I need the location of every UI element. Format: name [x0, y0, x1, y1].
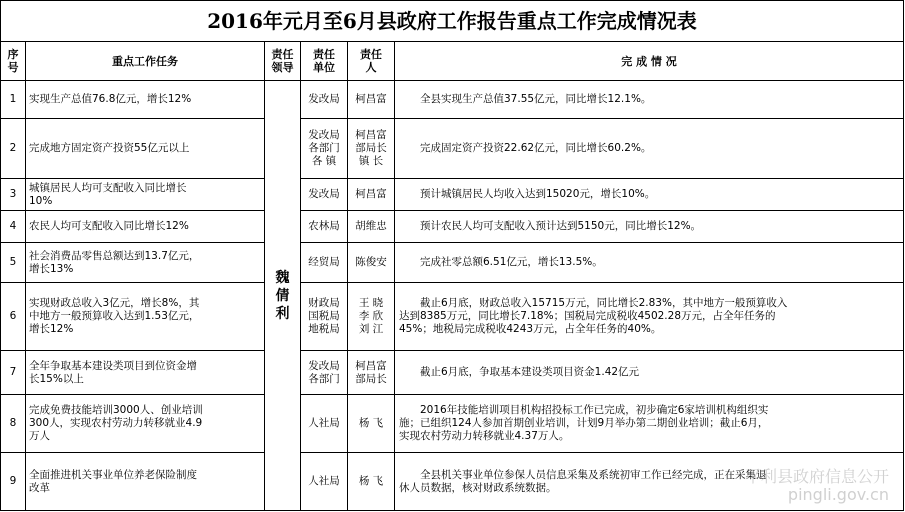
cell-line: 中地方一般预算收入达到1.53亿元，	[29, 310, 200, 322]
responsible-person	[348, 211, 395, 243]
table-row	[1, 243, 904, 283]
cell-line: 杨 飞	[358, 417, 384, 429]
cell-line: 李 欣	[358, 310, 384, 322]
cell-line: 增长13%	[29, 262, 74, 275]
responsible-leader	[265, 81, 301, 511]
page-title: 2016年元月至6月县政府工作报告重点工作完成情况表	[1, 1, 904, 42]
leader-char: 倩	[275, 287, 290, 304]
cell-line: 各部门	[308, 372, 340, 385]
row-number: 9	[1, 453, 26, 511]
cell-line: 全面推进机关事业单位养老保险制度	[29, 468, 197, 481]
responsible-person	[348, 243, 395, 283]
completion-status	[395, 81, 904, 119]
completion-status	[395, 119, 904, 179]
responsible-unit	[301, 243, 348, 283]
cell-line: 改革	[29, 481, 50, 494]
responsible-unit	[301, 351, 348, 395]
task-cell	[26, 119, 265, 179]
responsible-unit	[301, 179, 348, 211]
completion-status	[395, 243, 904, 283]
cell-line: 施；已组织124人参加首期创业培训，计划9月举办第二期创业培训；截止6月，	[399, 417, 769, 429]
cell-line: 长15%以上	[29, 372, 84, 385]
cell-line: 胡维忠	[355, 220, 387, 232]
header-person: 责任 人	[348, 42, 395, 81]
cell-line: 经贸局	[308, 256, 340, 268]
completion-status	[395, 351, 904, 395]
task-cell	[26, 243, 265, 283]
cell-line: 10%	[29, 194, 53, 207]
cell-line: 完成地方固定资产投资55亿元以上	[29, 142, 190, 154]
cell-line: 实现生产总值76.8亿元，增长12%	[29, 93, 192, 105]
cell-line: 全县实现生产总值37.55亿元，同比增长12.1%。	[420, 93, 652, 105]
row-number: 5	[1, 243, 26, 283]
cell-line: 增长12%	[29, 323, 74, 335]
cell-line: 45%；地税局完成税收4243万元，占全年任务的40%。	[399, 323, 662, 335]
cell-line: 2016年技能培训项目机构招投标工作已完成，初步确定6家培训机构组织实	[420, 404, 769, 416]
responsible-unit	[301, 395, 348, 453]
responsible-person	[348, 395, 395, 453]
responsible-person	[348, 81, 395, 119]
cell-line: 柯昌富	[355, 359, 387, 372]
cell-line: 杨 飞	[358, 475, 384, 487]
table-row	[1, 395, 904, 453]
table-row	[1, 81, 904, 119]
task-cell	[26, 351, 265, 395]
leader-char: 利	[275, 305, 290, 322]
cell-line: 300人，实现农村劳动力转移就业4.9	[29, 417, 203, 429]
cell-line: 部局长	[355, 372, 387, 385]
header-task: 重点工作任务	[26, 42, 265, 81]
completion-status	[395, 395, 904, 453]
cell-line: 王 晓	[358, 297, 384, 309]
task-cell	[26, 211, 265, 243]
cell-line: 预计城镇居民人均收入达到15020元，增长10%。	[420, 188, 656, 200]
header-row	[1, 42, 904, 81]
cell-line: 截止6月底，财政总收入15715万元，同比增长2.83%，其中地方一般预算收入	[420, 297, 788, 309]
cell-line: 部局长	[355, 142, 387, 154]
cell-line: 完成社零总额6.51亿元，增长13.5%。	[420, 256, 603, 268]
responsible-person	[348, 351, 395, 395]
row-number: 3	[1, 179, 26, 211]
cell-line: 人社局	[308, 475, 340, 487]
responsible-person	[348, 283, 395, 351]
row-number: 8	[1, 395, 26, 453]
cell-line: 发改局	[308, 188, 340, 200]
completion-status	[395, 283, 904, 351]
responsible-unit	[301, 211, 348, 243]
leader-char: 魏	[275, 269, 290, 286]
cell-line: 完成免费技能培训3000人、创业培训	[29, 404, 203, 416]
site-watermark: 平利县政府信息公开 pingli.gov.cn	[744, 467, 889, 504]
cell-line: 发改局	[308, 359, 340, 372]
cell-line: 柯昌富	[355, 93, 387, 105]
task-cell	[26, 179, 265, 211]
responsible-unit	[301, 453, 348, 511]
responsible-unit	[301, 119, 348, 179]
cell-line: 达到8385万元，同比增长7.18%；国税局完成税收4502.28万元，占全年任务的	[399, 310, 776, 322]
cell-line: 各部门	[308, 142, 340, 154]
cell-line: 预计农民人均可支配收入预计达到5150元，同比增长12%。	[420, 220, 702, 232]
cell-line: 柯昌富	[355, 188, 387, 200]
cell-line: 柯昌富	[355, 129, 387, 141]
cell-line: 发改局	[308, 129, 340, 141]
table-row	[1, 211, 904, 243]
table-row	[1, 351, 904, 395]
completion-status	[395, 453, 904, 511]
task-cell	[26, 395, 265, 453]
completion-status	[395, 179, 904, 211]
cell-line: 休人员数据，核对财政系统数据。	[399, 481, 557, 494]
cell-line: 农林局	[308, 220, 340, 232]
responsible-person	[348, 179, 395, 211]
cell-line: 农民人均可支配收入同比增长12%	[29, 220, 189, 232]
header-no: 序 号	[1, 42, 26, 81]
cell-line: 城镇居民人均可支配收入同比增长	[29, 181, 187, 194]
cell-line: 地税局	[308, 323, 340, 335]
header-status: 完 成 情 况	[395, 42, 904, 81]
cell-line: 发改局	[308, 93, 340, 105]
title-row	[1, 1, 904, 42]
table-row	[1, 283, 904, 351]
cell-line: 社会消费品零售总额达到13.7亿元，	[29, 249, 200, 262]
table-row	[1, 453, 904, 511]
row-number: 4	[1, 211, 26, 243]
row-number: 2	[1, 119, 26, 179]
responsible-unit	[301, 81, 348, 119]
cell-line: 截止6月底，争取基本建设类项目资金1.42亿元	[420, 366, 640, 378]
responsible-person	[348, 119, 395, 179]
table-row	[1, 119, 904, 179]
row-number: 7	[1, 351, 26, 395]
cell-line: 万人	[29, 430, 50, 442]
cell-line: 完成固定资产投资22.62亿元，同比增长60.2%。	[420, 142, 652, 154]
cell-line: 国税局	[308, 310, 340, 322]
cell-line: 陈俊安	[355, 256, 387, 268]
task-cell	[26, 81, 265, 119]
cell-line: 镇 长	[358, 155, 384, 167]
header-unit: 责任 单位	[301, 42, 348, 81]
cell-line: 全年争取基本建设类项目到位资金增	[29, 359, 197, 372]
cell-line: 刘 江	[358, 323, 384, 335]
task-cell	[26, 283, 265, 351]
task-cell	[26, 453, 265, 511]
cell-line: 实现财政总收入3亿元，增长8%，其	[29, 297, 200, 309]
cell-line: 财政局	[308, 297, 340, 309]
responsible-person	[348, 453, 395, 511]
cell-line: 实现农村劳动力转移就业4.37万人。	[399, 430, 570, 442]
row-number: 1	[1, 81, 26, 119]
table-row	[1, 179, 904, 211]
cell-line: 人社局	[308, 417, 340, 429]
cell-line: 各 镇	[311, 155, 337, 167]
completion-status	[395, 211, 904, 243]
responsible-unit	[301, 283, 348, 351]
row-number: 6	[1, 283, 26, 351]
cell-line: 全县机关事业单位参保人员信息采集及系统初审工作已经完成，正在采集退	[420, 468, 767, 481]
header-leader: 责任 领导	[265, 42, 301, 81]
